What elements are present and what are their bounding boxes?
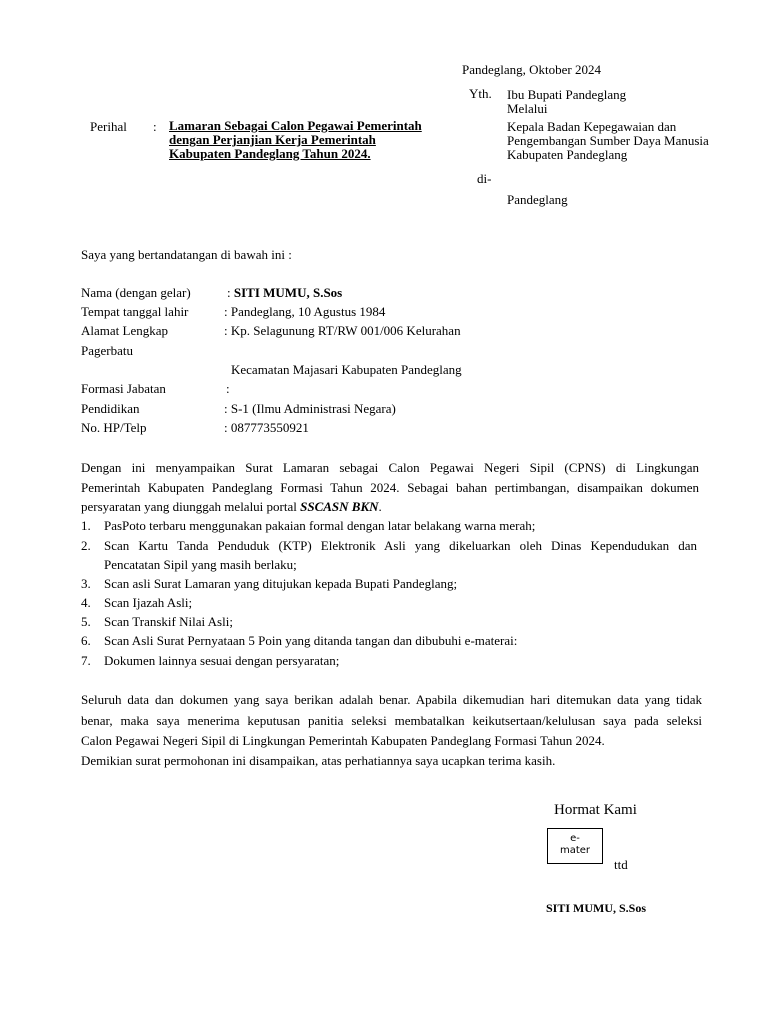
portal-sentence: persyaratan yang diunggah melalui portal: [81, 499, 301, 514]
subject-text: [169, 119, 422, 161]
phone-value: : 087773550921: [224, 420, 309, 435]
subject-line: dengan Perjanjian Kerja Pemerintah: [169, 132, 376, 147]
list-text: Scan asli Surat Lamaran yang ditujukan kepada Bupati Pandeglang;: [104, 576, 458, 591]
list-text: Dokumen lainnya sesuai dengan persyaratan;: [104, 653, 340, 668]
signatory-name: SITI MUMU, S.Sos: [546, 901, 647, 915]
address-label: Alamat Lengkap: [81, 323, 168, 338]
list-number: 2.: [81, 538, 91, 553]
address-wrap: Pagerbatu: [81, 343, 133, 358]
birth-label: Tempat tanggal lahir: [81, 304, 189, 319]
recipient-line: Ibu Bupati Pandeglang: [507, 87, 627, 102]
formasi-label: Formasi Jabatan: [81, 381, 166, 396]
intro-text: Saya yang bertandatangan di bawah ini :: [81, 247, 292, 262]
list-number: 3.: [81, 576, 91, 591]
subject-line: Kabupaten Pandeglang Tahun 2024.: [169, 146, 371, 161]
e-materai-stamp: [547, 828, 603, 864]
phone-label: No. HP/Telp: [81, 420, 147, 435]
list-text: Scan Asli Surat Pernyataan 5 Poin yang ditanda tangan dan dibubuhi e-materai:: [104, 633, 518, 648]
list-text: Scan Transkif Nilai Asli;: [104, 614, 233, 629]
list-item: [0, 595, 768, 615]
list-item: [0, 633, 768, 653]
list-number: 5.: [81, 614, 91, 629]
paragraph-line: Calon Pegawai Negeri Sipil di Lingkungan Pemerintah Kabupaten Pandeglang Formasi Tahun 2024.: [81, 733, 605, 748]
list-number: 6.: [81, 633, 91, 648]
list-number: 1.: [81, 518, 91, 533]
stamp-text: e-: [570, 833, 580, 844]
paragraph-line: [81, 499, 382, 515]
name-value: [227, 285, 342, 301]
list-item: [0, 653, 768, 673]
list-text: Scan Ijazah Asli;: [104, 595, 193, 610]
list-text-continued: Pencatatan Sipil yang masih berlaku;: [104, 557, 297, 572]
subject-line: Lamaran Sebagai Calon Pegawai Pemerintah: [169, 118, 422, 133]
list-item: [0, 576, 768, 596]
list-number: 4.: [81, 595, 91, 610]
name-label: Nama (dengan gelar): [81, 285, 191, 300]
list-text: PasPoto terbaru menggunakan pakaian formal dengan latar belakang warna merah;: [104, 518, 536, 533]
paragraph-line: Dengan ini menyampaikan Surat Lamaran sebagai Calon Pegawai Negeri Sipil (CPNS) di Lingkungan: [81, 460, 699, 475]
di-label: di-: [477, 171, 492, 186]
paragraph-line: Pemerintah Kabupaten Pandeglang Formasi Tahun 2024. Sebagai bahan pertimbangan, disampaikan dokumen: [81, 480, 699, 495]
birth-value: : Pandeglang, 10 Agustus 1984: [224, 304, 386, 319]
list-item: [0, 538, 768, 578]
subject-colon: :: [153, 119, 157, 134]
portal-name: SSCASN BKN: [300, 499, 379, 514]
recipient-line: Pengembangan Sumber Daya Manusia: [507, 133, 709, 148]
ttd-label: ttd: [614, 857, 628, 872]
paragraph-line: Seluruh data dan dokumen yang saya berikan adalah benar. Apabila dikemudian hari ditemukan data yang tidak: [81, 692, 702, 707]
destination: Pandeglang: [507, 192, 568, 207]
name-text: SITI MUMU, S.Sos: [233, 285, 343, 300]
place-date: Pandeglang, Oktober 2024: [462, 62, 602, 77]
name-colon: :: [227, 285, 234, 300]
closing-sentence: Demikian surat permohonan ini disampaikan, atas perhatiannya saya ucapkan terima kasih.: [81, 753, 556, 768]
stamp-text: mater: [559, 845, 591, 856]
address-value: : Kp. Selagunung RT/RW 001/006 Kelurahan: [224, 323, 461, 338]
list-text: Scan Kartu Tanda Penduduk (KTP) Elektronik Asli yang dikeluarkan oleh Dinas Kependudukan dan: [104, 538, 697, 553]
subject-label: Perihal: [90, 119, 127, 134]
recipient-line: Kepala Badan Kepegawaian dan: [507, 119, 677, 134]
recipient-line: Melalui: [507, 101, 548, 116]
education-value: : S-1 (Ilmu Administrasi Negara): [224, 401, 396, 416]
portal-period: .: [378, 499, 382, 514]
list-item: [0, 518, 768, 538]
list-number: 7.: [81, 653, 91, 668]
list-item: [0, 614, 768, 634]
formasi-value: :: [226, 381, 230, 396]
paragraph-line: benar, maka saya menerima keputusan panitia seleksi membatalkan keikutsertaan/kelulusan saya pada seleksi: [81, 713, 702, 728]
address-value-2: Kecamatan Majasari Kabupaten Pandeglang: [231, 362, 462, 377]
recipient-line: Kabupaten Pandeglang: [507, 147, 628, 162]
signature-greeting: Hormat Kami: [554, 802, 637, 818]
yth-label: Yth.: [469, 86, 492, 101]
recipient-block: [507, 88, 709, 162]
education-label: Pendidikan: [81, 401, 140, 416]
